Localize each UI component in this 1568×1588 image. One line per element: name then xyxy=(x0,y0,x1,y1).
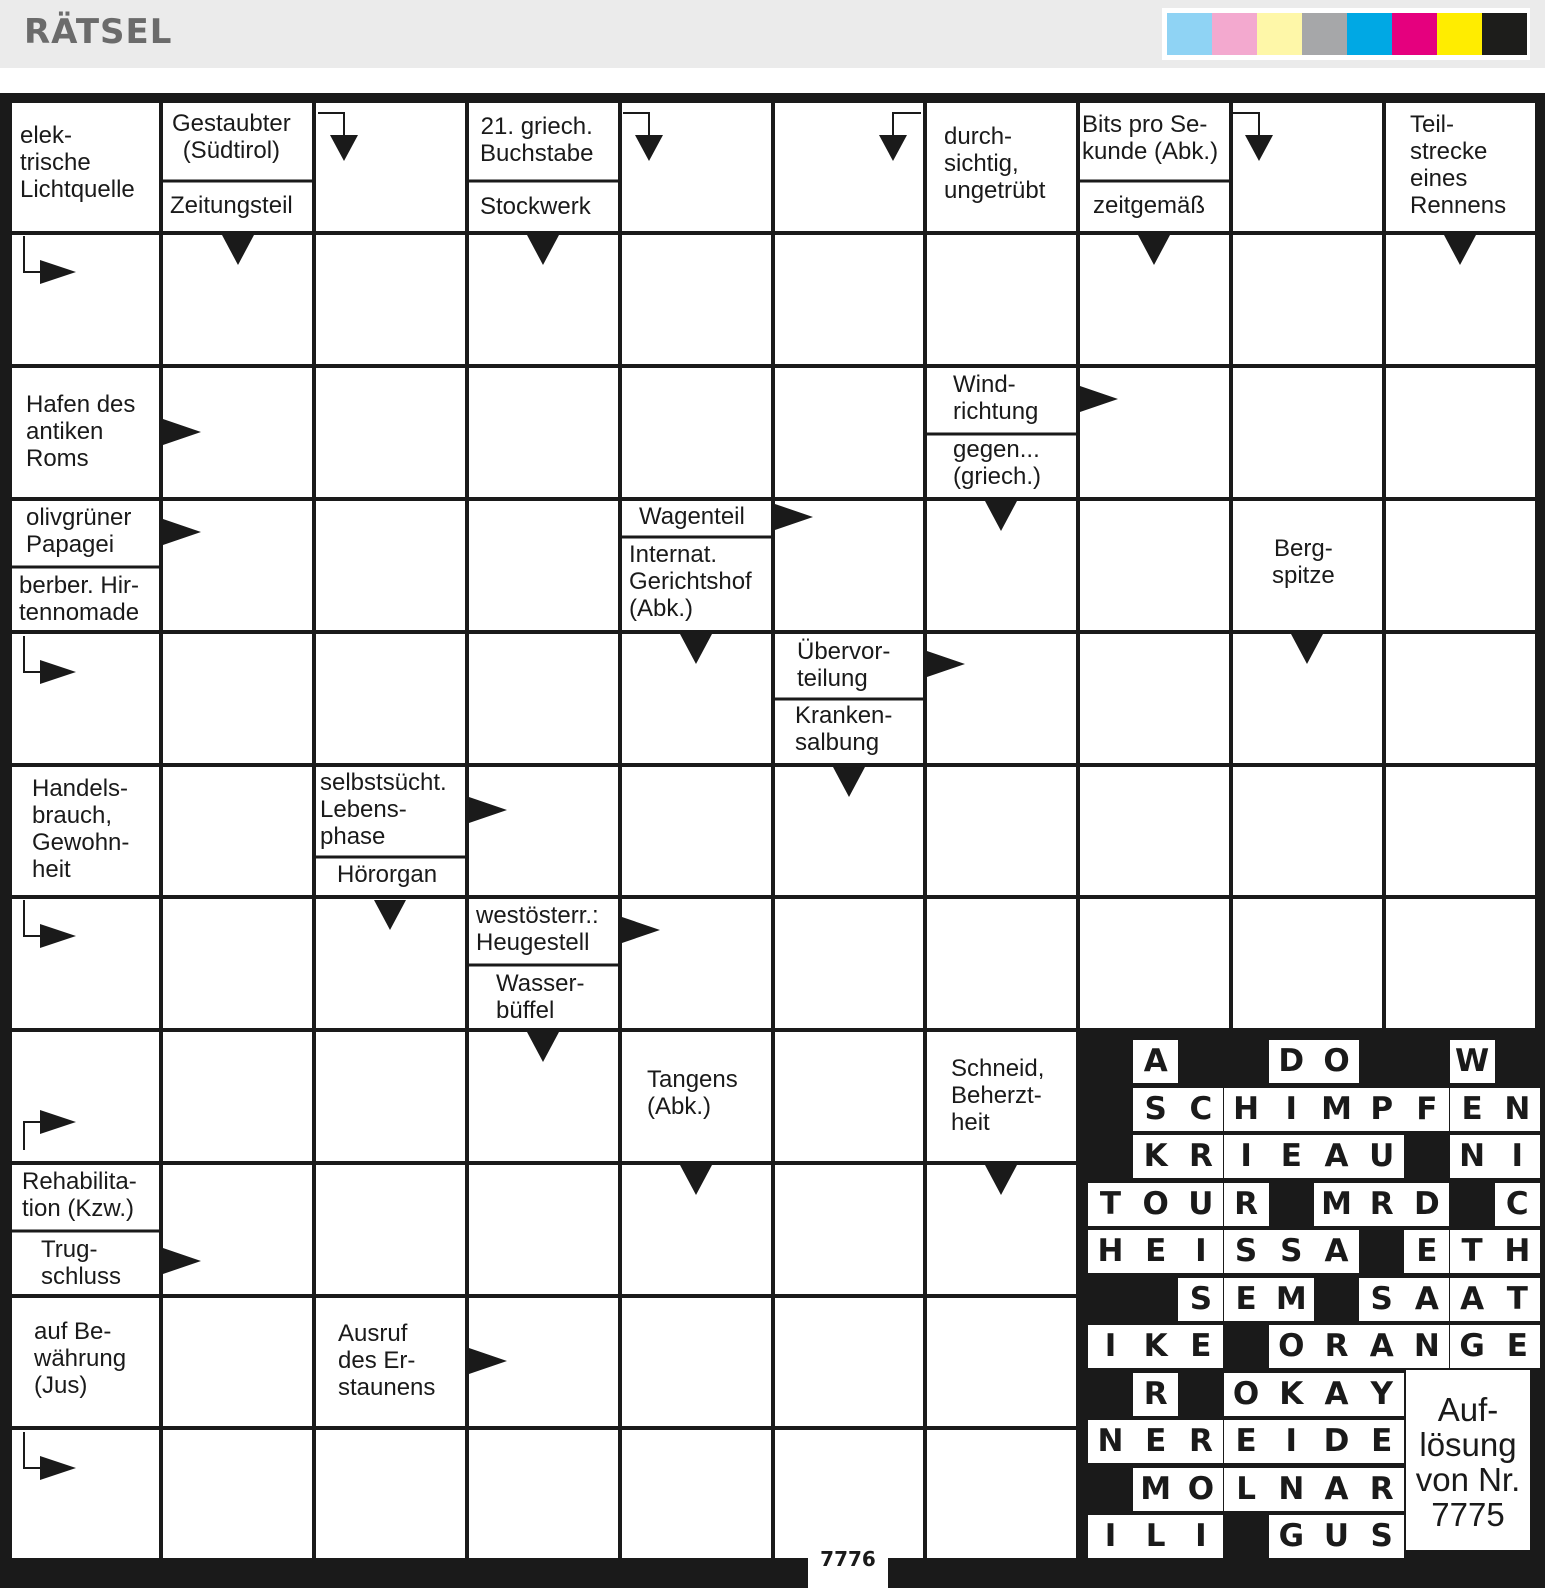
solution-letter: R xyxy=(1314,1325,1359,1368)
clue-gegen-griech: gegen... (griech.) xyxy=(953,436,1042,490)
clue-selbstsuecht-lebensphase: selbstsücht. Lebens- phase xyxy=(320,769,447,850)
solution-letter: D xyxy=(1314,1420,1359,1463)
solution-letter: U xyxy=(1178,1183,1223,1226)
solution-letter: K xyxy=(1269,1373,1314,1416)
solution-letter: O xyxy=(1224,1373,1269,1416)
solution-letter: M xyxy=(1269,1278,1314,1321)
grid-cell xyxy=(1080,634,1229,763)
clue-divider xyxy=(10,566,161,569)
clue-durchsichtig: durch- sichtig, ungetrübt xyxy=(944,123,1046,204)
clue-divider xyxy=(773,698,925,701)
grid-cell xyxy=(775,1298,923,1426)
solution-letter: N xyxy=(1450,1135,1495,1178)
clue-krankensalbung: Kranken- salbung xyxy=(795,702,893,756)
grid-cell xyxy=(775,1430,923,1558)
solution-letter: I xyxy=(1088,1515,1133,1558)
solution-letter: I xyxy=(1088,1325,1133,1368)
clue-uebervorteilung: Übervor- teilung xyxy=(797,638,891,692)
grid-cell xyxy=(163,634,312,763)
solution-letter: L xyxy=(1133,1515,1178,1558)
grid-cell xyxy=(775,899,923,1028)
grid-cell xyxy=(1080,767,1229,895)
clue-internat-gerichtshof: Internat. Gerichtshof (Abk.) xyxy=(629,541,752,622)
grid-cell xyxy=(1386,899,1535,1028)
solution-letter: A xyxy=(1450,1278,1495,1321)
solution-letter: E xyxy=(1224,1278,1269,1321)
solution-letter: S xyxy=(1359,1278,1404,1321)
grid-cell xyxy=(927,634,1076,763)
page-title: RÄTSEL xyxy=(24,12,173,52)
solution-letter: H xyxy=(1088,1230,1133,1273)
solution-letter: R xyxy=(1133,1373,1178,1416)
solution-letter: A xyxy=(1314,1373,1359,1416)
solution-letter: R xyxy=(1178,1135,1223,1178)
solution-letter: K xyxy=(1133,1135,1178,1178)
solution-letter: P xyxy=(1359,1088,1404,1131)
grid-cell xyxy=(1233,899,1382,1028)
solution-letter: E xyxy=(1224,1420,1269,1463)
grid-cell xyxy=(775,1032,923,1161)
grid-cell xyxy=(622,103,771,231)
clue-ausruf-erstaunens: Ausruf des Er- staunens xyxy=(338,1320,436,1401)
solution-letter: M xyxy=(1133,1468,1178,1511)
solution-letter: M xyxy=(1314,1183,1359,1226)
grid-cell xyxy=(163,501,312,630)
solution-letter: I xyxy=(1495,1135,1540,1178)
solution-letter: N xyxy=(1269,1468,1314,1511)
clue-bits-pro-sekunde: Bits pro Se- kunde (Abk.) xyxy=(1082,111,1219,165)
solution-letter: E xyxy=(1495,1325,1540,1368)
solution-letter: D xyxy=(1404,1183,1449,1226)
grid-cell xyxy=(12,1430,159,1558)
solution-letter: G xyxy=(1450,1325,1495,1368)
grid-cell xyxy=(163,1430,312,1558)
grid-cell xyxy=(12,1032,159,1161)
print-color-swatch xyxy=(1482,13,1527,55)
clue-griech-buchstabe: 21. griech. Buchstabe xyxy=(480,113,594,167)
solution-letter: K xyxy=(1133,1325,1178,1368)
solution-letter: N xyxy=(1404,1325,1449,1368)
grid-cell xyxy=(927,767,1076,895)
clue-wasserbueffel: Wasser- büffel xyxy=(496,970,585,1024)
solution-letter: W xyxy=(1450,1040,1495,1083)
print-color-swatch xyxy=(1167,13,1212,55)
grid-cell xyxy=(775,103,923,231)
grid-cell xyxy=(1080,899,1229,1028)
print-color-swatch xyxy=(1257,13,1302,55)
grid-cell xyxy=(622,1298,771,1426)
clue-divider xyxy=(10,1230,161,1233)
grid-cell xyxy=(12,634,159,763)
solution-letter: C xyxy=(1495,1183,1540,1226)
solution-letter: A xyxy=(1133,1040,1178,1083)
clue-zeitungsteil: Zeitungsteil xyxy=(170,192,293,219)
grid-cell xyxy=(1233,235,1382,364)
grid-cell xyxy=(316,1032,465,1161)
solution-letter: I xyxy=(1269,1088,1314,1131)
solution-letter: T xyxy=(1495,1278,1540,1321)
solution-letter: E xyxy=(1359,1420,1404,1463)
grid-cell xyxy=(316,501,465,630)
solution-letter: S xyxy=(1133,1088,1178,1131)
grid-cell xyxy=(1080,368,1229,497)
grid-cell xyxy=(163,1298,312,1426)
grid-cell xyxy=(1386,368,1535,497)
grid-cell xyxy=(622,368,771,497)
solution-letter: S xyxy=(1359,1515,1404,1558)
solution-letter: S xyxy=(1269,1230,1314,1273)
clue-handelsbrauch: Handels- brauch, Gewohn- heit xyxy=(32,775,130,883)
solution-letter: E xyxy=(1450,1088,1495,1131)
solution-letter: R xyxy=(1359,1468,1404,1511)
print-color-swatch xyxy=(1212,13,1257,55)
solution-letter: E xyxy=(1133,1230,1178,1273)
grid-cell xyxy=(469,1430,618,1558)
solution-letter: H xyxy=(1495,1230,1540,1273)
header-bar xyxy=(0,0,1545,68)
clue-windrichtung: Wind- richtung xyxy=(953,371,1039,425)
solution-letter: E xyxy=(1269,1135,1314,1178)
solution-letter: O xyxy=(1133,1183,1178,1226)
grid-cell xyxy=(775,1165,923,1294)
clue-tangens: Tangens (Abk.) xyxy=(647,1066,738,1120)
clue-berber-hirtennomade: berber. Hir- tennomade xyxy=(19,572,140,626)
clue-schneid: Schneid, Beherzt- heit xyxy=(951,1055,1045,1136)
solution-letter: A xyxy=(1404,1278,1449,1321)
clue-divider xyxy=(161,180,314,183)
solution-letter: T xyxy=(1088,1183,1133,1226)
grid-cell xyxy=(927,235,1076,364)
solution-letter: I xyxy=(1224,1135,1269,1178)
grid-cell xyxy=(927,899,1076,1028)
solution-letter: R xyxy=(1224,1183,1269,1226)
clue-olivgruener-papagei: olivgrüner Papagei xyxy=(26,504,132,558)
solution-letter: Y xyxy=(1359,1373,1404,1416)
clue-hoerorgan: Hörorgan xyxy=(337,861,438,888)
grid-cell xyxy=(927,1430,1076,1558)
solution-letter: H xyxy=(1224,1088,1269,1131)
clue-divider xyxy=(467,964,620,967)
grid-cell xyxy=(316,634,465,763)
clue-elektrische-lichtquelle: elek- trische Lichtquelle xyxy=(20,122,135,203)
solution-letter: S xyxy=(1178,1278,1223,1321)
grid-cell xyxy=(12,235,159,364)
grid-cell xyxy=(927,1298,1076,1426)
print-color-swatch xyxy=(1392,13,1437,55)
grid-cell xyxy=(316,103,465,231)
print-color-swatch xyxy=(1347,13,1392,55)
solution-letter: R xyxy=(1178,1420,1223,1463)
solution-letter: M xyxy=(1314,1088,1359,1131)
grid-cell xyxy=(1386,501,1535,630)
grid-cell xyxy=(1386,634,1535,763)
solution-letter: S xyxy=(1224,1230,1269,1273)
solution-letter: C xyxy=(1178,1088,1223,1131)
solution-letter: O xyxy=(1314,1040,1359,1083)
grid-cell xyxy=(775,235,923,364)
grid-cell xyxy=(469,767,618,895)
solution-letter: E xyxy=(1404,1230,1449,1273)
grid-cell xyxy=(469,501,618,630)
grid-cell xyxy=(775,368,923,497)
grid-cell xyxy=(622,1430,771,1558)
solution-letter: I xyxy=(1178,1230,1223,1273)
clue-rehabilitation: Rehabilita- tion (Kzw.) xyxy=(22,1168,137,1222)
solution-letter: A xyxy=(1314,1468,1359,1511)
solution-letter: U xyxy=(1314,1515,1359,1558)
puzzle-number: 7776 xyxy=(808,1546,888,1588)
solution-letter: U xyxy=(1359,1135,1404,1178)
solution-letter: I xyxy=(1269,1420,1314,1463)
clue-hafen-roms: Hafen des antiken Roms xyxy=(26,391,136,472)
solution-letter: L xyxy=(1224,1468,1269,1511)
solution-letter: N xyxy=(1495,1088,1540,1131)
clue-westoesterr-heugestell: westösterr.: Heugestell xyxy=(476,902,599,956)
grid-cell xyxy=(1080,501,1229,630)
solution-letter: A xyxy=(1314,1135,1359,1178)
clue-divider xyxy=(1078,180,1231,183)
grid-cell xyxy=(622,235,771,364)
solution-letter: F xyxy=(1404,1088,1449,1131)
solution-letter: T xyxy=(1450,1230,1495,1273)
print-color-swatch xyxy=(1302,13,1347,55)
solution-letter: N xyxy=(1088,1420,1133,1463)
clue-auf-bewaehrung: auf Be- währung (Jus) xyxy=(34,1318,127,1399)
solution-letter: O xyxy=(1178,1468,1223,1511)
grid-cell xyxy=(316,235,465,364)
grid-cell xyxy=(12,899,159,1028)
grid-cell xyxy=(622,899,771,1028)
grid-cell xyxy=(469,368,618,497)
grid-cell xyxy=(163,767,312,895)
print-color-bar xyxy=(1162,8,1530,60)
clue-stockwerk: Stockwerk xyxy=(480,193,591,220)
grid-cell xyxy=(163,1165,312,1294)
clue-bergspitze: Berg- spitze xyxy=(1272,535,1335,589)
solution-letter: A xyxy=(1314,1230,1359,1273)
solution-letter: E xyxy=(1133,1420,1178,1463)
print-color-swatch xyxy=(1437,13,1482,55)
grid-cell xyxy=(316,368,465,497)
grid-cell xyxy=(622,767,771,895)
grid-cell xyxy=(469,1165,618,1294)
clue-gestaubter: Gestaubter (Südtirol) xyxy=(172,110,291,164)
grid-cell xyxy=(163,1032,312,1161)
clue-divider xyxy=(467,180,620,183)
solution-letter: D xyxy=(1269,1040,1314,1083)
solution-caption: Auf- lösung von Nr. 7775 xyxy=(1406,1370,1530,1550)
solution-letter: O xyxy=(1269,1325,1314,1368)
clue-wagenteil: Wagenteil xyxy=(639,503,745,530)
grid-cell xyxy=(1233,767,1382,895)
grid-cell xyxy=(469,634,618,763)
grid-cell xyxy=(1233,368,1382,497)
solution-letter: A xyxy=(1359,1325,1404,1368)
grid-cell xyxy=(316,1165,465,1294)
solution-letter: G xyxy=(1269,1515,1314,1558)
clue-divider xyxy=(314,856,467,859)
clue-trugschluss: Trug- schluss xyxy=(41,1236,122,1290)
clue-divider xyxy=(620,536,773,539)
grid-cell xyxy=(163,899,312,1028)
clue-teilstrecke: Teil- strecke eines Rennens xyxy=(1410,111,1507,219)
solution-letter: E xyxy=(1178,1325,1223,1368)
grid-cell xyxy=(316,1430,465,1558)
grid-cell xyxy=(1386,767,1535,895)
grid-cell xyxy=(1233,103,1382,231)
clue-zeitgemaess: zeitgemäß xyxy=(1093,192,1206,219)
solution-letter: R xyxy=(1359,1183,1404,1226)
solution-letter: I xyxy=(1178,1515,1223,1558)
